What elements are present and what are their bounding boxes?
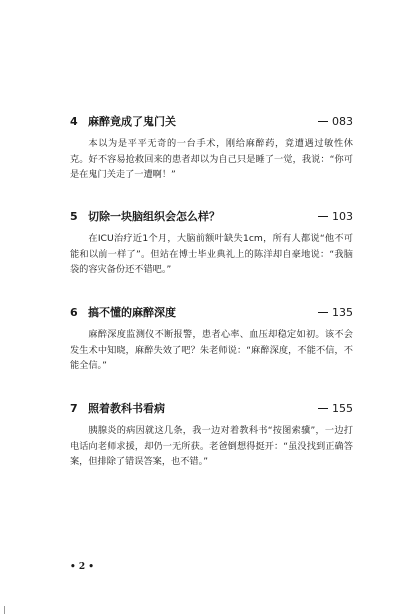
leader-line xyxy=(318,312,328,313)
chapter-summary: 胰腺炎的病因就这几条，我一边对着教科书“按图索骥”，一边打电话向老师求援，却仍一无所获。老爸倒想得挺开：“虽没找到正确答案，但排除了错误答案，也不错。” xyxy=(70,425,353,467)
page-number: 103 xyxy=(332,210,353,223)
chapter-number: 5 xyxy=(70,210,78,223)
page-reference xyxy=(318,400,353,418)
chapter-title[interactable]: 搞不懂的麻醉深度 xyxy=(88,306,176,319)
toc-entry-5[interactable] xyxy=(70,208,353,278)
page-number: 155 xyxy=(332,402,353,415)
chapter-summary: 麻醉深度监测仪不断报警，患者心率、血压却稳定如初。该不会发生术中知晓，麻醉失效了吧？朱老师说：“麻醉深度，不能不信，不能全信。” xyxy=(70,329,353,371)
toc-entry-heading xyxy=(70,208,353,226)
page-number: 083 xyxy=(332,115,353,128)
chapter-title[interactable]: 切除一块脑组织会怎么样？ xyxy=(88,210,220,223)
chapter-title[interactable]: 麻醉竟成了鬼门关 xyxy=(88,115,176,128)
toc-entry-4[interactable] xyxy=(70,113,353,183)
toc-entry-6[interactable] xyxy=(70,304,353,374)
leader-line xyxy=(318,408,328,409)
page-folio: • 2 • xyxy=(70,562,95,572)
toc-entry-heading xyxy=(70,304,353,322)
chapter-summary: 在ICU治疗近1个月，大脑前额叶缺失1cm，所有人都说“他不可能和以前一样了”。但站在博士毕业典礼上的陈洋却自豪地说：“我脑袋的容灾备份还不错吧。” xyxy=(70,233,353,275)
chapter-summary: 本以为是平平无奇的一台手术，刚给麻醉药，竟遭遇过敏性休克。好不容易抢救回来的患者却以为自己只是睡了一觉，我说：“你可是在鬼门关走了一遭啊！” xyxy=(70,138,353,180)
page-number: 135 xyxy=(332,306,353,319)
leader-line xyxy=(318,121,328,122)
page-reference xyxy=(318,208,353,226)
chapter-title[interactable]: 照着教科书看病 xyxy=(88,402,165,415)
page-reference xyxy=(318,304,353,322)
toc-entry-heading xyxy=(70,113,353,131)
toc-entry-7[interactable] xyxy=(70,400,353,470)
crop-mark xyxy=(0,606,5,614)
chapter-number: 4 xyxy=(70,115,78,128)
toc-entry-heading xyxy=(70,400,353,418)
chapter-number: 6 xyxy=(70,306,78,319)
leader-line xyxy=(318,216,328,217)
page-reference xyxy=(318,113,353,131)
chapter-number: 7 xyxy=(70,402,78,415)
